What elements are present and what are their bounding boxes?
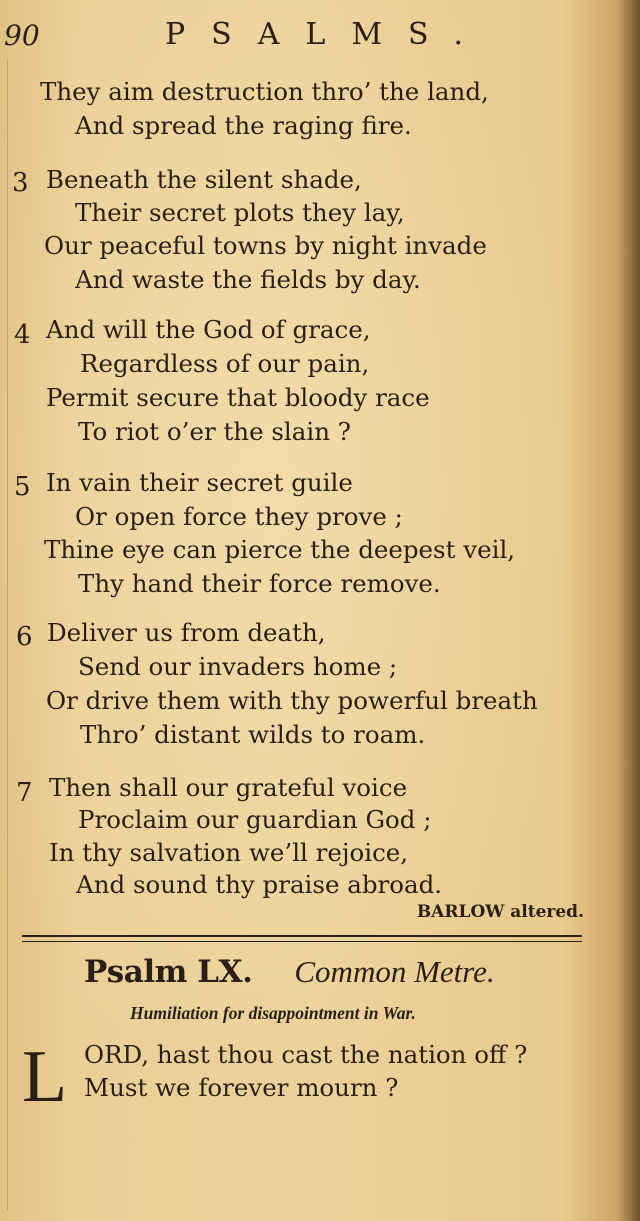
verse-line: Thro’ distant wilds to roam.: [80, 720, 426, 749]
page-number: 90: [4, 19, 40, 52]
stanza-number: 4: [14, 320, 31, 350]
verse-line: Beneath the silent shade,: [46, 165, 362, 194]
verse-line: They aim destruction thro’ the land,: [40, 77, 489, 106]
section-divider: [22, 935, 582, 937]
verse-line: Or drive them with thy powerful breath: [46, 686, 538, 715]
verse-line: Proclaim our guardian God ;: [78, 805, 432, 834]
verse-line: In thy salvation we’ll rejoice,: [49, 838, 409, 867]
psalm-heading: [84, 956, 495, 988]
verse-line: Must we forever mourn ?: [84, 1073, 399, 1102]
verse-line: And spread the raging fire.: [75, 111, 412, 140]
verse-line: Thine eye can pierce the deepest veil,: [44, 535, 516, 564]
verse-line: Or open force they prove ;: [75, 502, 403, 531]
drop-cap: L: [22, 1036, 68, 1118]
verse-line: And waste the fields by day.: [75, 265, 421, 294]
verse-line: Deliver us from death,: [47, 618, 326, 647]
running-title: PSALMS.: [165, 17, 490, 52]
verse-line: To riot o’er the slain ?: [78, 417, 351, 446]
verse-line: ORD, hast thou cast the nation off ?: [84, 1040, 528, 1069]
verse-line: Regardless of our pain,: [80, 349, 370, 378]
stanza-number: 6: [16, 622, 33, 652]
verse-line: Permit secure that bloody race: [46, 383, 430, 412]
verse-line: Thy hand their force remove.: [78, 569, 441, 598]
verse-line: Their secret plots they lay,: [75, 198, 405, 227]
stanza-number: 7: [16, 778, 33, 808]
verse-line: Then shall our grateful voice: [49, 773, 408, 802]
psalm-subtitle: Humiliation for disappointment in War.: [130, 1003, 416, 1023]
verse-line: And will the God of grace,: [46, 315, 371, 344]
section-divider-thin: [22, 941, 582, 942]
attribution: BARLOW altered.: [416, 902, 584, 922]
verse-line: And sound thy praise abroad.: [76, 870, 443, 899]
page-gutter-shadow: [618, 0, 640, 1221]
stanza-number: 5: [14, 472, 31, 502]
verse-line: In vain their secret guile: [46, 468, 353, 497]
verse-line: Our peaceful towns by night invade: [44, 231, 487, 260]
psalm-title: Psalm LX.: [84, 954, 253, 990]
page-edge-line: [7, 60, 8, 1210]
stanza-number: 3: [12, 168, 29, 198]
psalm-metre: Common Metre.: [294, 954, 495, 989]
verse-line: Send our invaders home ;: [78, 652, 398, 681]
